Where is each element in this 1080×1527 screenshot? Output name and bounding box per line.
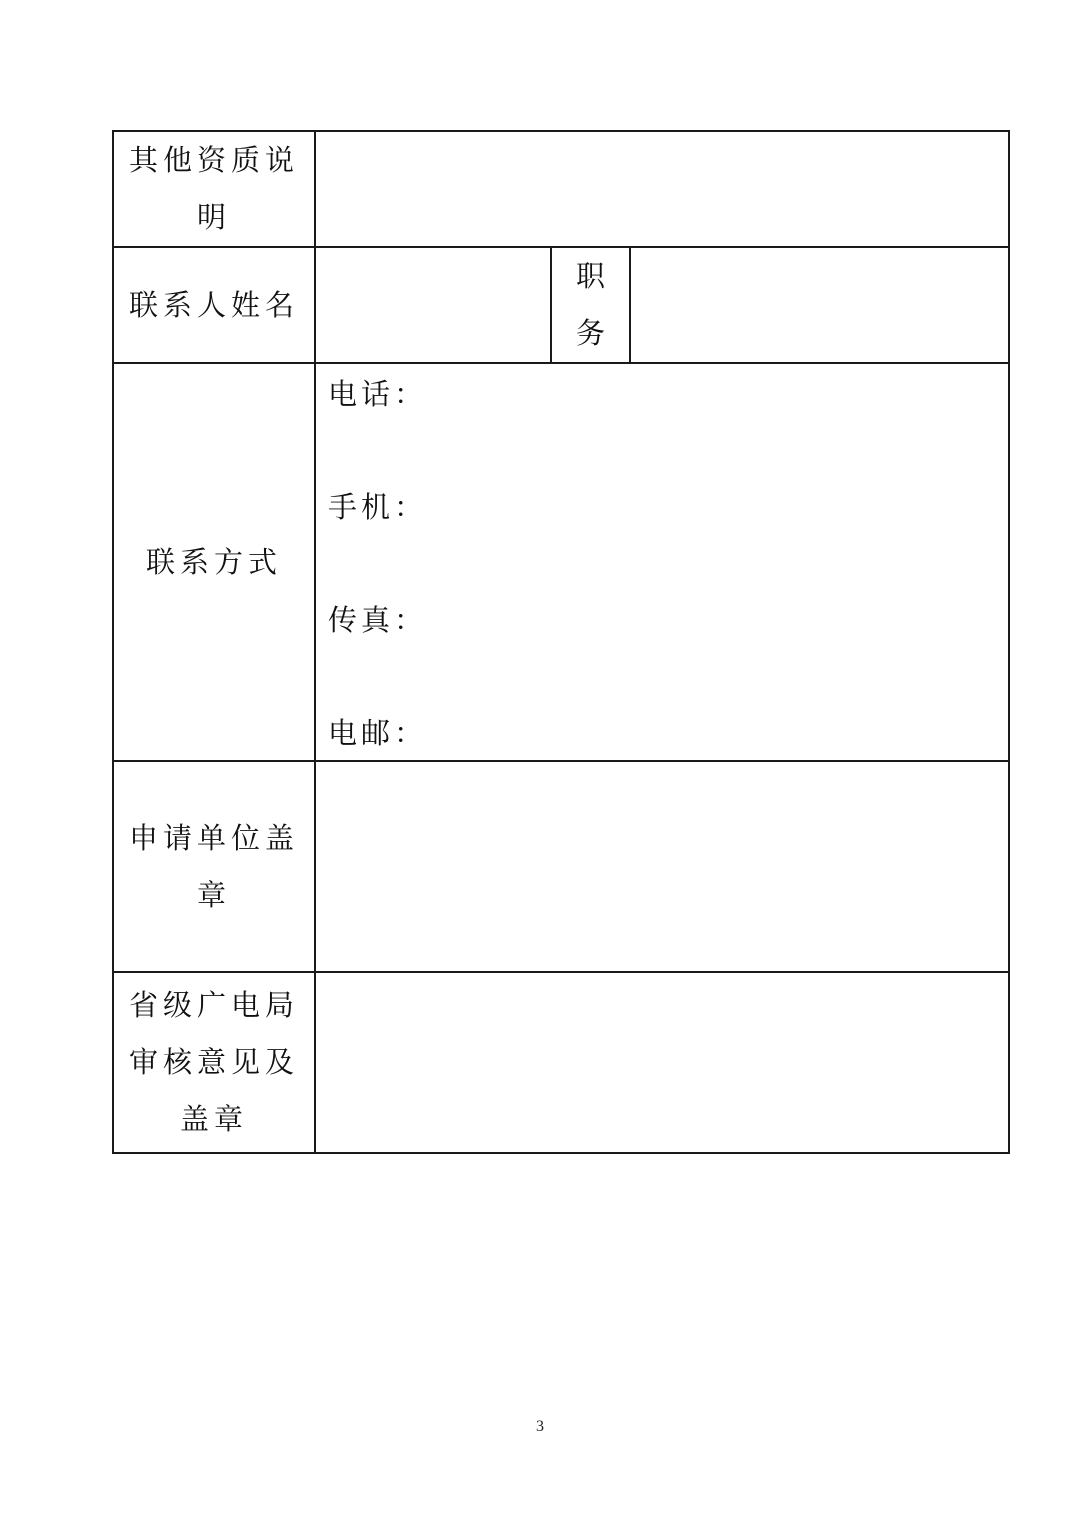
- label-applicant-seal: 申请单位盖章: [113, 761, 315, 972]
- page-number: 3: [536, 1418, 544, 1435]
- row-other-qualifications: [113, 131, 1009, 247]
- contact-line-phone: 电话：: [328, 377, 428, 411]
- field-position[interactable]: [630, 247, 1009, 363]
- field-other-qualifications[interactable]: [315, 131, 1009, 247]
- row-provincial-review: [113, 972, 1009, 1153]
- field-provincial-review[interactable]: [315, 972, 1009, 1153]
- row-contact-name: [113, 247, 1009, 363]
- label-contact-info: 联系方式: [113, 363, 315, 761]
- contact-lines: [316, 364, 1008, 760]
- label-other-qualifications: 其他资质说明: [113, 131, 315, 247]
- contact-line-mobile: 手机：: [328, 490, 428, 524]
- label-position-text: 职务: [575, 259, 605, 350]
- label-provincial-review: 省级广电局审核意见及盖章: [113, 972, 315, 1153]
- row-contact-info: [113, 363, 1009, 761]
- field-applicant-seal[interactable]: [315, 761, 1009, 972]
- contact-line-email: 电邮：: [328, 716, 428, 750]
- label-position: [551, 247, 630, 363]
- field-contact-info[interactable]: [315, 363, 1009, 761]
- label-contact-name: 联系人姓名: [113, 247, 315, 363]
- field-contact-name[interactable]: [315, 247, 551, 363]
- contact-line-fax: 传真：: [328, 603, 428, 637]
- row-applicant-seal: [113, 761, 1009, 972]
- application-form-table: [112, 130, 1010, 1154]
